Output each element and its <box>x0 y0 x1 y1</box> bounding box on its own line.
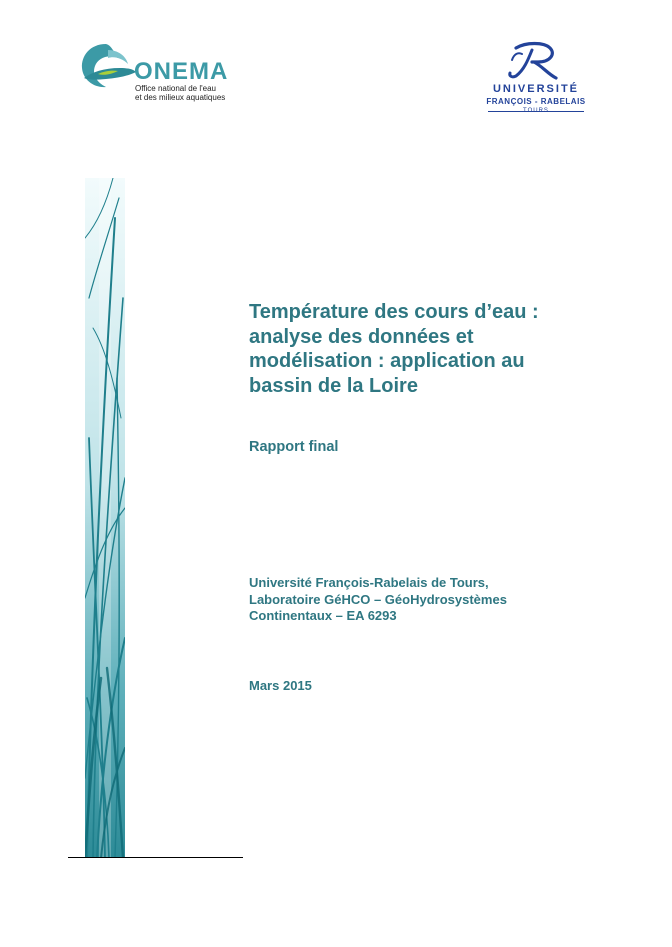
universite-r-emblem-icon <box>506 40 566 82</box>
onema-wordmark: ONEMA <box>134 58 229 85</box>
grass-side-image <box>85 178 125 858</box>
title-line: Température des cours d’eau : <box>249 301 539 323</box>
universite-logo <box>476 40 596 120</box>
onema-subtitle: Office national de l'eau et des milieux aquatiques <box>135 84 226 102</box>
affiliation-line: Université François-Rabelais de Tours, <box>249 575 489 590</box>
report-title <box>249 300 629 398</box>
report-date: Mars 2015 <box>249 678 312 693</box>
title-line: bassin de la Loire <box>249 374 418 397</box>
title-line: modélisation : application au <box>249 350 525 372</box>
footer-rule <box>68 857 243 858</box>
grass-illustration <box>85 178 125 858</box>
universite-subname: FRANÇOIS - RABELAIS <box>486 97 586 106</box>
report-subtitle: Rapport final <box>249 439 339 455</box>
universite-city: TOURS <box>523 108 549 114</box>
affiliation-line: Laboratoire GéHCO – GéoHydrosystèmes <box>249 591 507 607</box>
onema-emblem-icon <box>78 38 138 98</box>
affiliation <box>249 575 629 625</box>
universite-name: UNIVERSITÉ <box>492 83 579 95</box>
affiliation-line: Continentaux – EA 6293 <box>249 608 397 623</box>
onema-logo <box>78 38 248 108</box>
title-line: analyse des données et <box>249 325 474 348</box>
